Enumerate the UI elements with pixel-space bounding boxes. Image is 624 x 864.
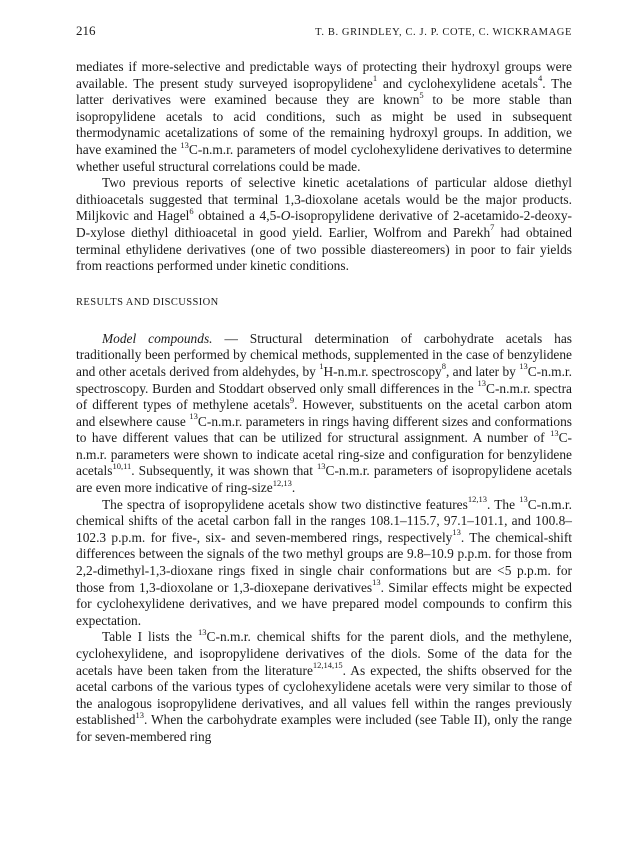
section-heading: RESULTS AND DISCUSSION	[76, 296, 219, 308]
reference-superscript: 13	[317, 461, 326, 471]
reference-superscript: 13	[372, 577, 381, 588]
results-paragraph-3: Table I lists the $^{13}$C-n.m.r. chemical shifts for the parent diols, and the methylene, cyclohexylidene, and isopropylidene derivatives of the diols. Some of the data for the acetals have been taken from the literature$^{12,14,15}$. As expected, the shifts observed for the acetal carbons of the various types of cyclohexylidene acetals were very similar to those of the analogous isopropylidene derivatives, and all values fell within the ranges previously established$^{13}$. When the carbohydrate examples were included (see Table II), only the range for seven-membered ring	[76, 626, 572, 744]
reference-superscript: 8	[441, 361, 446, 372]
reference-superscript: 13	[189, 411, 198, 422]
reference-superscript: 7	[490, 222, 495, 233]
italic-text: O	[280, 208, 291, 224]
reference-superscript: 1	[319, 361, 324, 372]
results-paragraph-1: Model compounds. — Structural determination of carbohydrate acetals has traditionally been performed by chemical methods, supplemented in the case of benzylidene and other acetals derived from aldehydes, by $^1$H-n.m.r. spectroscopy$^8$, and later by $^{13}$C-n.m.r. spectroscopy. Burden and Stoddart observed only small differences in the $^{13}$C-n.m.r. spectra of different types of methylene acetals$^9$. However, substituents on the acetal carbon atom and elsewhere cause $^{13}$C-n.m.r. parameters in rings having different sizes and conformations to have different values that can be utilized for structural assignment. A number of $^{13}$C-n.m.r. parameters were shown to indicate acetal ring-size and configuration for benzylidene acetals$^{10,11}$. Subsequently, it was shown that $^{13}$C-n.m.r. parameters of isopropylidene acetals are even more indicative of ring-size$^{12,13}$.	[76, 330, 572, 496]
italic-text: Model compounds.	[102, 330, 213, 346]
reference-superscript: 13	[519, 361, 528, 372]
page-number: 216	[76, 23, 96, 38]
reference-superscript: 1	[372, 73, 378, 84]
results-paragraph-2: The spectra of isopropylidene acetals show two distinctive features$^{12,13}$. The $^{13}$C-n.m.r. chemical shifts of the acetal carbon fall in the ranges 108.1–115.7, 97.1–101.1, and 100.8–102.3 p.p.m. for five-, six- and seven-membered rings, respectively$^{13}$. The chemical-shift differences between the signals of the two methyl groups are 9.8–10.9 p.p.m. for those from 2,2-dimethyl-1,3-dioxane rings fixed in single chair conformations but are <5 p.p.m. for those from 1,3-dioxolane or 1,3-dioxepane derivatives$^{13}$. Similar effects might be expected for cyclohexylidene derivatives, and we have prepared model compounds to confirm this expectation.	[76, 494, 573, 628]
reference-superscript: 13	[452, 527, 461, 538]
reference-superscript: 12,13	[272, 477, 292, 488]
reference-superscript: 12,14,15	[312, 660, 343, 671]
reference-superscript: 13	[198, 626, 207, 637]
reference-superscript: 12,13	[467, 494, 487, 505]
page	[76, 24, 572, 746]
reference-superscript: 13	[135, 709, 144, 720]
reference-superscript: 13	[550, 427, 559, 438]
running-header-authors: T. B. GRINDLEY, C. J. P. COTE, C. WICKRAMAGE	[315, 27, 572, 38]
running-header	[76, 24, 572, 40]
reference-superscript: 4	[538, 73, 543, 84]
reference-superscript: 13	[477, 378, 487, 389]
intro-paragraph-1: mediates if more-selective and predictable ways of protecting their hydroxyl groups were available. The present study surveyed isopropylidene$^1$ and cyclohexylidene acetals$^4$. The latter derivatives were examined because they are known$^5$ to be more stable than isopropylidene acetals to acid conditions, such as might be used in subsequent thermodynamic acetalizations of some of the remaining hydroxyl groups. In addition, we have examined the $^{13}$C-n.m.r. parameters of model cyclohexylidene derivatives to determine whether useful structural correlations could be made.	[76, 59, 572, 174]
reference-superscript: 9	[289, 394, 295, 405]
reference-superscript: 10,11	[112, 461, 132, 471]
reference-superscript: 13	[180, 139, 189, 150]
reference-superscript: 6	[189, 205, 194, 216]
reference-superscript: 13	[519, 494, 528, 505]
intro-paragraph-2: Two previous reports of selective kinetic acetalations of particular aldose diethyl dithioacetals suggested that terminal 1,3-dioxolane acetals would be the major products. Miljkovic and Hagel$^6$ obtained a 4,5-O-isopropylidene derivative of 2-acetamido-2-deoxy-D-xylose diethyl dithioacetal in good yield. Earlier, Wolfrom and Parekh$^7$ had obtained terminal ethylidene derivatives (one of two possible diastereomers) in poor to fair yields from reactions performed under kinetic conditions.	[76, 175, 572, 274]
reference-superscript: 5	[419, 89, 424, 100]
